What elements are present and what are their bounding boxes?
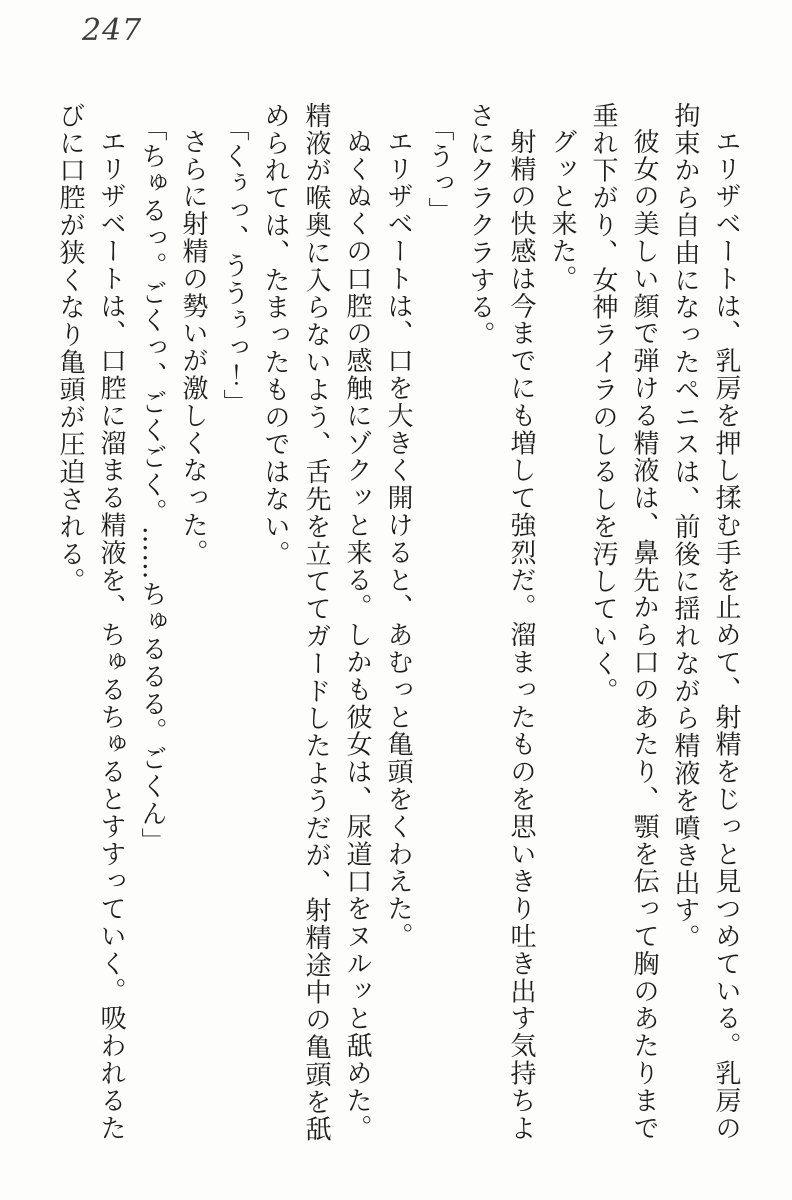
- paragraph: ぬくぬくの口腔の感触にゾクッと来る。しかも彼女は、尿道口をヌルッと舐めた。精液が喉奥に入らないよう、舌先を立ててガードしたようだが、射精途中の亀頭を舐められては、たまったものではない。: [260, 102, 372, 1144]
- dialogue-line: 「うっ」: [424, 115, 454, 225]
- paragraph: エリザベートは、口を大きく開けると、あむっと亀頭をくわえた。: [383, 128, 413, 950]
- text-block: [49, 102, 746, 1146]
- paragraph: エリザベートは、乳房を押し揉む手を止めて、射精をじっと見つめている。乳房の拘束から自由になったペニスは、前後に揺れながら精液を噴き出す。: [670, 102, 741, 1142]
- dialogue-line: 「ちゅるっ。ごくっ、ごくごく。……ちゅるるる。ごくん」: [137, 115, 167, 855]
- paragraph: 射精の快感は今までにも増して強烈だ。溜まったものを思いきり吐き出す気持ちよさにクラクラする。: [465, 102, 536, 1142]
- paragraph: エリザベートは、口腔に溜まる精液を、ちゅるちゅるとすすっていく。吸われるたびに口腔が狭くなり亀頭が圧迫される。: [55, 102, 126, 1142]
- page-number: 247: [82, 13, 143, 48]
- paragraph: さらに射精の勢いが激しくなった。: [178, 128, 208, 567]
- paragraph: グッと来た。: [547, 128, 577, 293]
- dialogue-line: 「くぅっ、ううぅっ！」: [219, 115, 249, 417]
- paragraph: 彼女の美しい顔で弾ける精液は、鼻先から口のあたり、顎を伝って胸のあたりまで垂れ下がり、女神ライラのしるしを汚していく。: [588, 102, 659, 1142]
